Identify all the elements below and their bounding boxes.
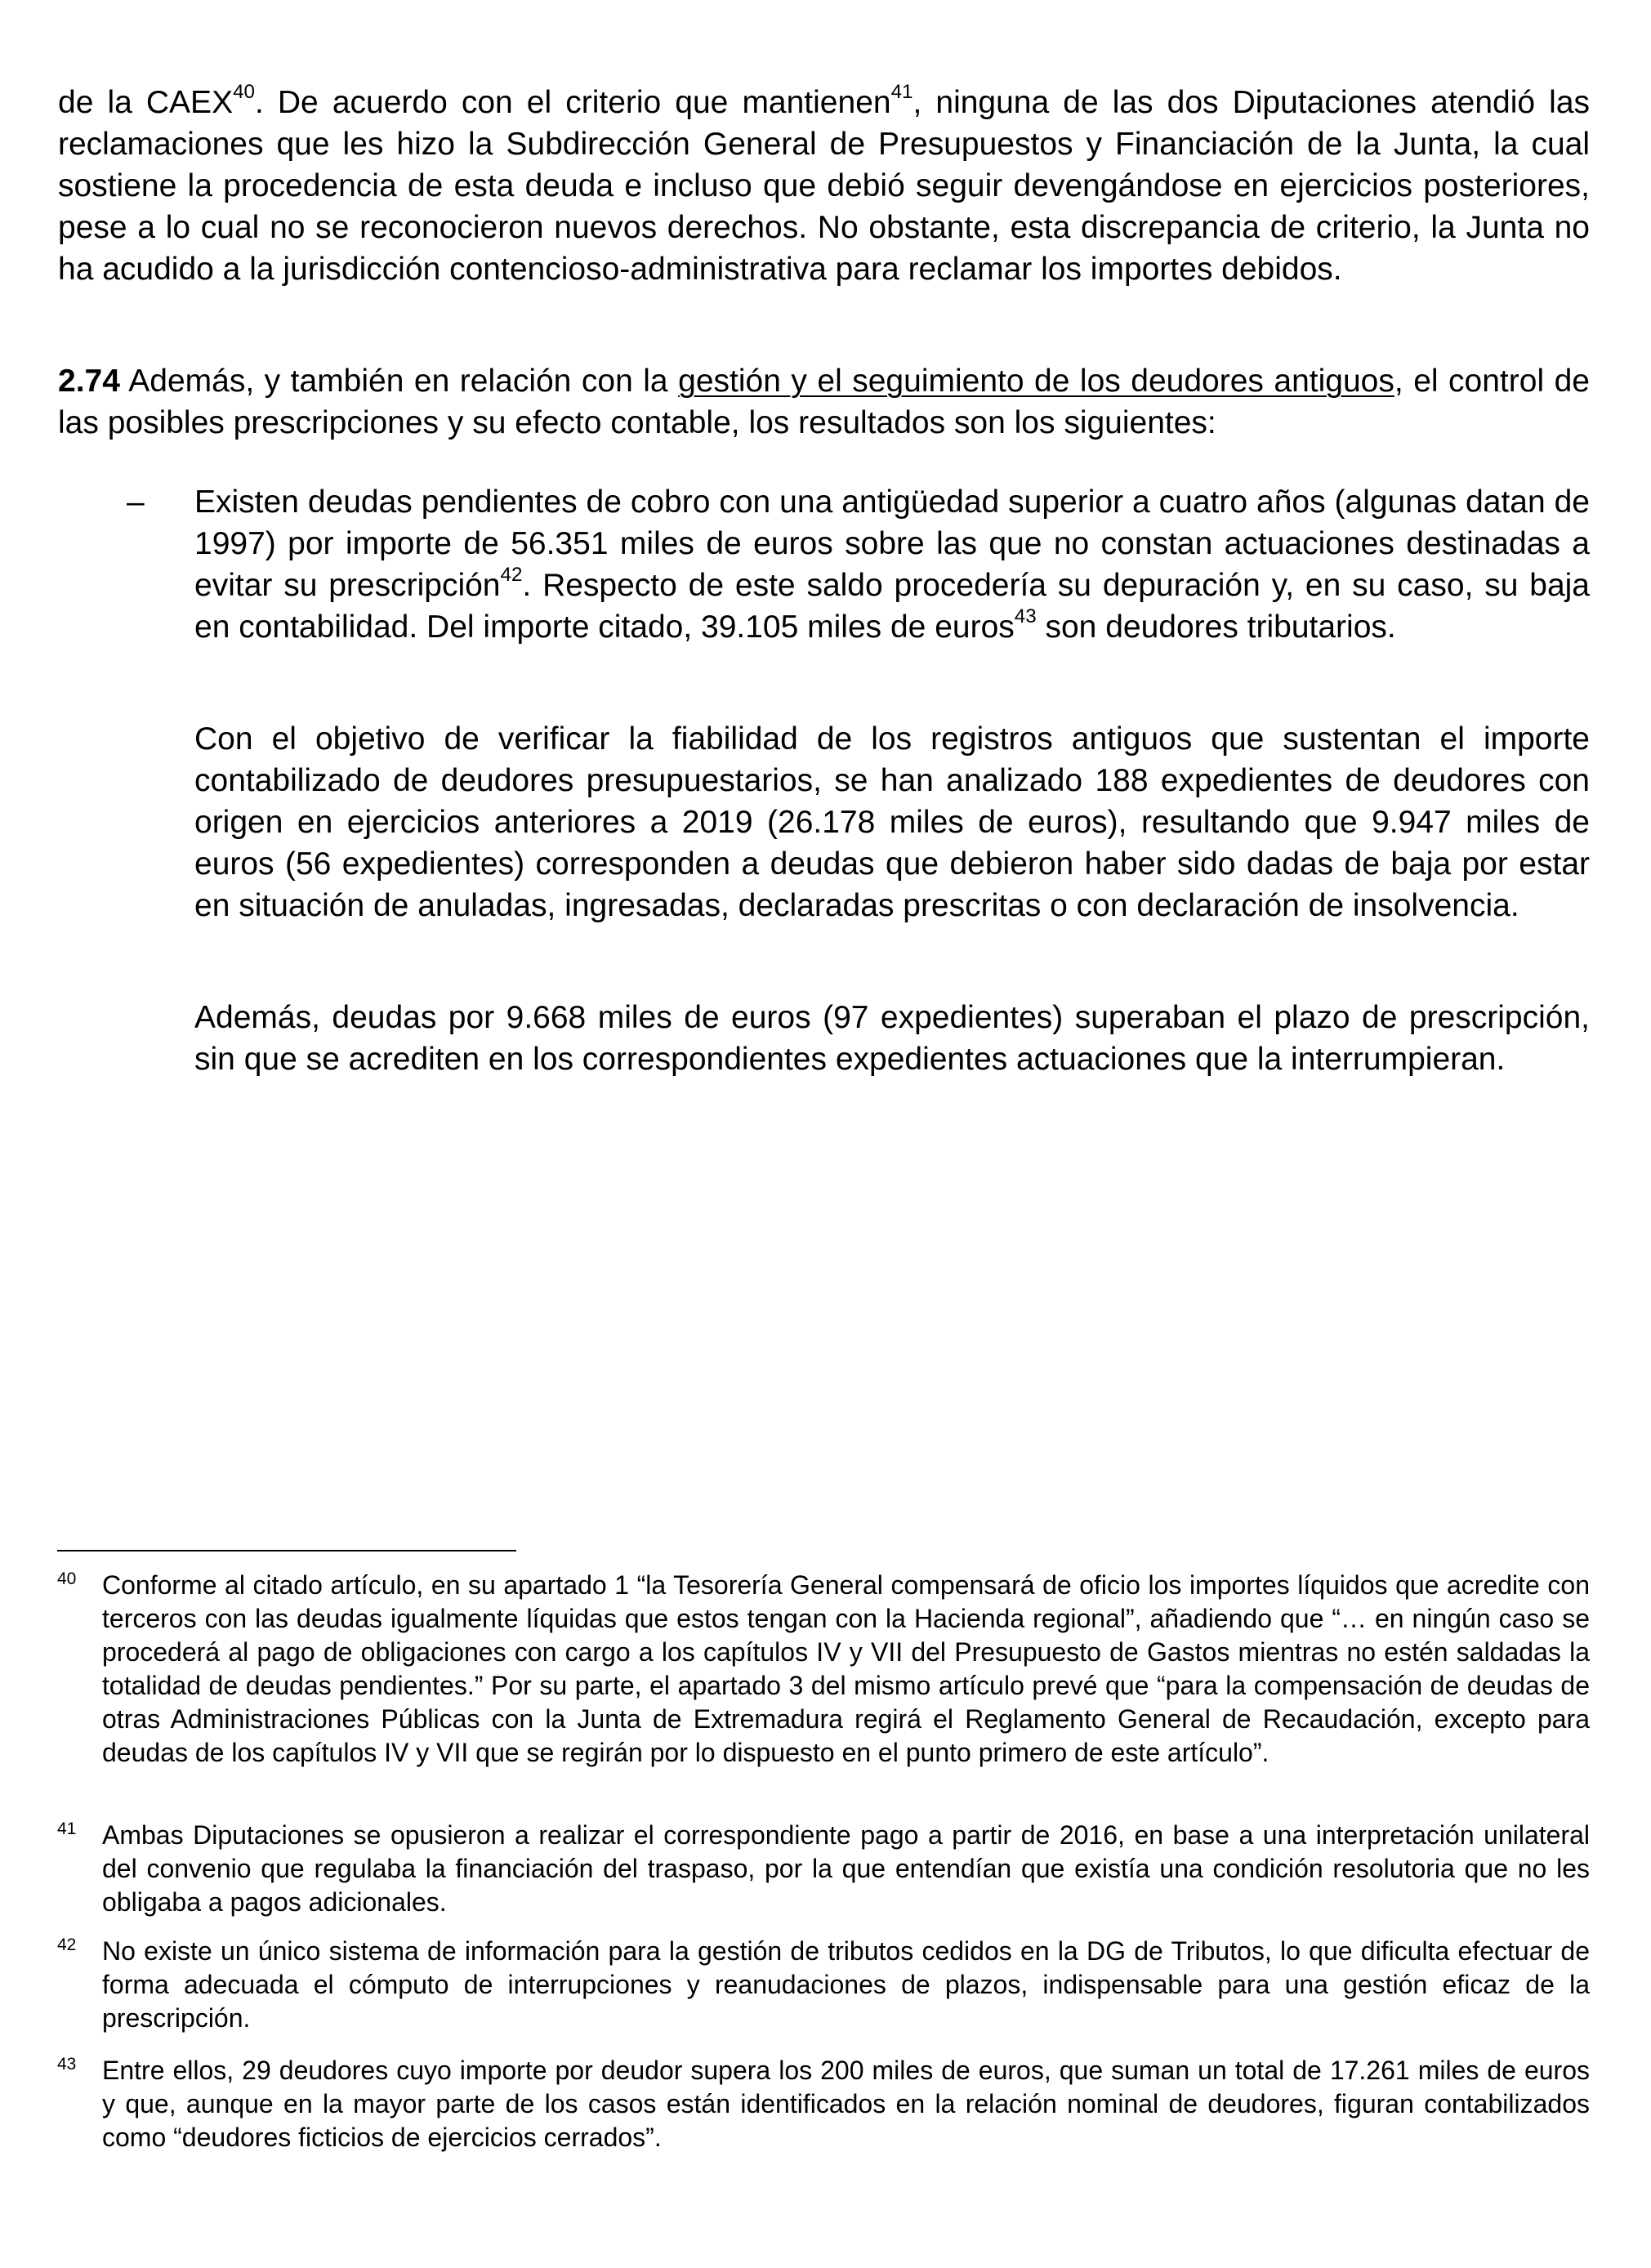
- bullet-dash: –: [127, 484, 145, 520]
- text: Además, y también en relación con la: [119, 364, 679, 399]
- text: son deudores tributarios.: [1036, 609, 1396, 645]
- footnote-separator: [57, 1550, 516, 1551]
- text: . De acuerdo con el criterio que mantienen: [254, 85, 891, 120]
- bullet-item: [194, 481, 1590, 648]
- footnote-ref-40[interactable]: 40: [233, 80, 255, 103]
- text: Existen deudas pendientes de cobro con una antigüedad superior a cuatro años (algunas datan de 1997) por importe de 56.351 miles de euros sobre las que no constan actuaciones destinadas a evitar su prescripción: [194, 484, 1590, 603]
- footnote-ref-42[interactable]: 42: [500, 563, 523, 586]
- footnote-42: [57, 1935, 1590, 2035]
- footnote-text: Entre ellos, 29 deudores cuyo importe por deudor supera los 200 miles de euros, que suman un total de 17.261 miles de euros y que, aunque en la mayor parte de los casos están identificados en la relación nominal de deudores, figuran contabilizados como “deudores ficticios de ejercicios cerrados”.: [102, 2056, 1590, 2152]
- footnote-number: 43: [57, 2055, 77, 2074]
- footnote-text: Conforme al citado artículo, en su apartado 1 “la Tesorería General compensará de oficio los importes líquidos que acredite con terceros con las deudas igualmente líquidas que estos tengan con la Hacienda regional”, añadiendo que “… en ningún caso se procederá al pago de obligaciones con cargo a los capítulos IV y VII del Presupuesto de Gastos mientras no estén saldadas la totalidad de deudas pendientes.” Por su parte, el apartado 3 del mismo artículo prevé que “para la compensación de deudas de otras Administraciones Públicas con la Junta de Extremadura regirá el Reglamento General de Recaudación, excepto para deudas de los capítulos IV y VII que se regirán por lo dispuesto en el punto primero de este artículo”.: [102, 1570, 1590, 1767]
- footnote-number: 41: [57, 1819, 77, 1838]
- paragraph-number: 2.74: [58, 364, 120, 399]
- footnote-40: [57, 1569, 1590, 1770]
- footnote-43: [57, 2054, 1590, 2154]
- footnote-ref-43[interactable]: 43: [1014, 605, 1037, 627]
- footnote-41: [57, 1819, 1590, 1919]
- text: . Respecto de este saldo procedería su depuración y, en su caso, su baja en contabilidad. Del importe citado, 39.105 miles de euros: [194, 568, 1591, 645]
- paragraph-ademas: Además, deudas por 9.668 miles de euros (97 expedientes) superaban el plazo de prescripción, sin que se acrediten en los correspondientes expedientes actuaciones que la interrumpieran.: [194, 1000, 1590, 1077]
- footnote-ref-41[interactable]: 41: [890, 80, 913, 103]
- footnote-number: 40: [57, 1569, 77, 1588]
- footnote-text: No existe un único sistema de información para la gestión de tributos cedidos en la DG de Tributos, lo que dificulta efectuar de forma adecuada el cómputo de interrupciones y reanudaciones de plazos, indispensable para una gestión eficaz de la prescripción.: [102, 1936, 1590, 2033]
- text: , el control de las posibles prescripciones y su efecto contable, los resultados son los siguientes:: [58, 364, 1590, 440]
- text: de la CAEX: [58, 85, 234, 120]
- paragraph-caex: [58, 82, 1590, 290]
- underlined-topic: gestión y el seguimiento de los deudores antiguos: [678, 364, 1394, 399]
- paragraph-objetivo: Con el objetivo de verificar la fiabilidad de los registros antiguos que sustentan el importe contabilizado de deudores presupuestarios, se han analizado 188 expedientes de deudores con origen en ejercicios anteriores a 2019 (26.178 miles de euros), resultando que 9.947 miles de euros (56 expedientes) corresponden a deudas que debieron haber sido dadas de baja por estar en situación de anuladas, ingresadas, declaradas prescritas o con declaración de insolvencia.: [194, 721, 1590, 923]
- paragraph-2-74: [58, 360, 1590, 444]
- text: , ninguna de las dos Diputaciones atendió las reclamaciones que les hizo la Subdirección General de Presupuestos y Financiación de la Junta, la cual sostiene la procedencia de esta deuda e incluso que debió seguir devengándose en ejercicios posteriores, pese a lo cual no se reconocieron nuevos derechos. No obstante, esta discrepancia de criterio, la Junta no ha acudido a la jurisdicción contencioso-administrativa para reclamar los importes debidos.: [58, 85, 1591, 287]
- footnote-text: Ambas Diputaciones se opusieron a realizar el correspondiente pago a partir de 2016, en base a una interpretación unilateral del convenio que regulaba la financiación del traspaso, por la que entendían que existía una condición resolutoria que no les obligaba a pagos adicionales.: [102, 1820, 1590, 1917]
- footnote-number: 42: [57, 1935, 77, 1954]
